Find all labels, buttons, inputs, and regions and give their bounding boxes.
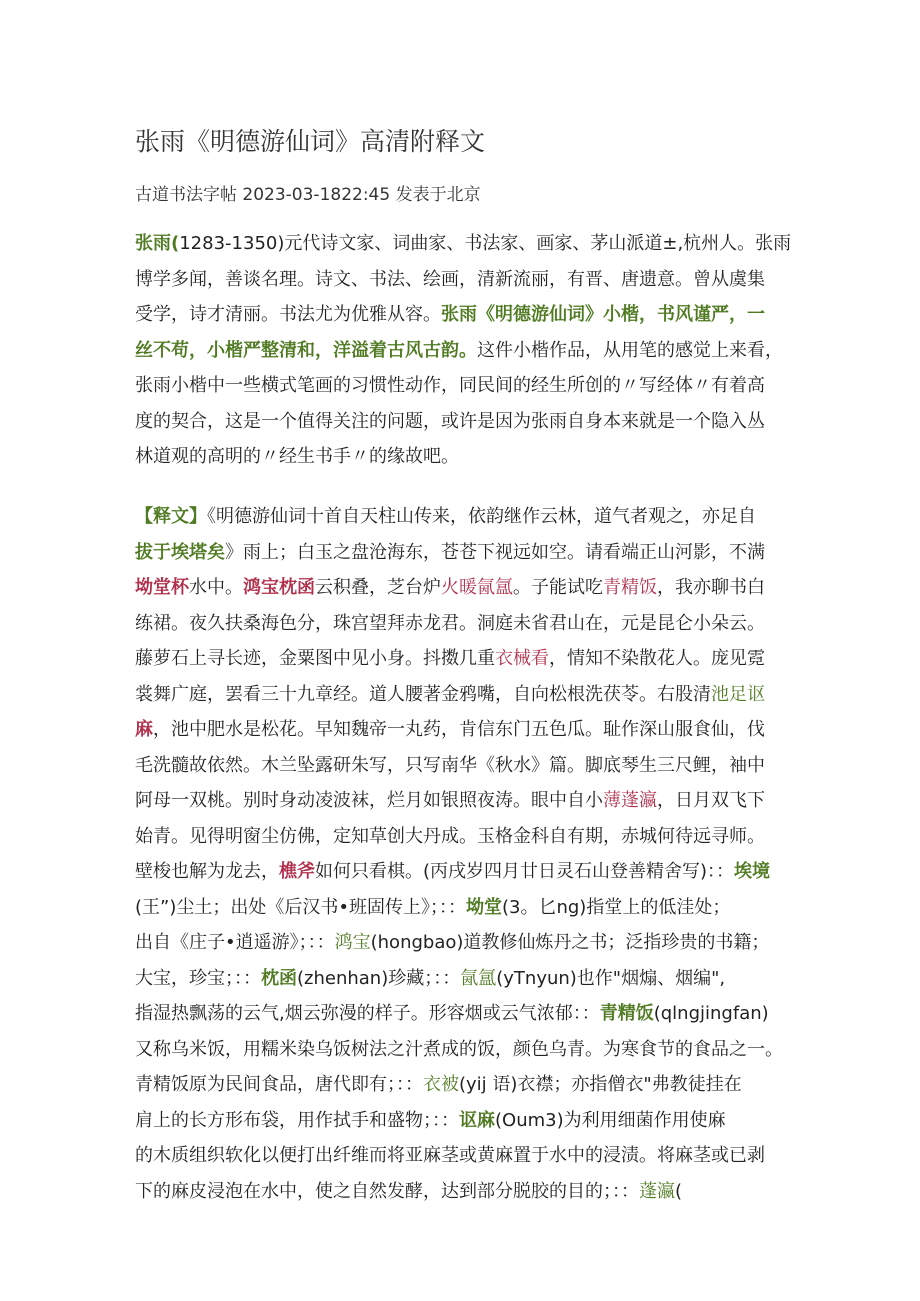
translation-line bbox=[135, 606, 783, 642]
translation-line bbox=[135, 748, 783, 784]
text-run: 又称乌米饭，用糯米染乌饭树法之汁煮成的饭，颜色乌青。为寒食节的食品之一。 bbox=[135, 1038, 783, 1060]
translation-line bbox=[135, 677, 783, 713]
text-run: 壁梭也解为龙去， bbox=[135, 861, 279, 882]
text-run: (zhenhan)珍藏；：： bbox=[297, 967, 461, 989]
text-run: (qlngjingfan) bbox=[653, 1003, 769, 1024]
translation-line bbox=[135, 1103, 783, 1139]
translation-line bbox=[135, 854, 783, 890]
text-run: 如何只看棋。(丙戌岁四月廿日灵石山登善精舍写)：： bbox=[315, 861, 735, 882]
text-run: 肩上的长方形布袋，用作拭手和盛物；：： bbox=[135, 1109, 459, 1131]
highlight-term: 埃境 bbox=[734, 861, 771, 882]
highlight-term: 【释文】 bbox=[135, 506, 207, 527]
translation-line bbox=[135, 996, 783, 1032]
translation-line bbox=[135, 1067, 783, 1103]
text-run: (yij 语)衣襟；亦指僧衣"弗教徒挂在 bbox=[459, 1074, 742, 1095]
translation-line bbox=[135, 570, 783, 606]
highlight-term: 蓬瀛 bbox=[639, 1180, 675, 1202]
text-run: 《明德游仙词十首自天柱山传来，依韵继作云林，道气者观之，亦足自 bbox=[207, 506, 756, 527]
text-run: 1283-1350)元代诗文家、词曲家、书法家、画家、茅山派道±,杭州人。张雨 bbox=[179, 233, 792, 254]
text-run: ( bbox=[675, 1180, 683, 1202]
intro-line bbox=[135, 262, 791, 298]
highlight-term: 樵斧 bbox=[279, 861, 315, 882]
text-run: 藤萝石上寻长迹，金粟图中见小身。抖擞几重 bbox=[135, 648, 495, 669]
translation-line bbox=[135, 1174, 783, 1210]
highlight-term: 池足讴 bbox=[711, 683, 765, 705]
highlight-term: 麻 bbox=[135, 719, 153, 740]
text-run: 毛洗髓故依然。木兰坠露研朱写，只写南华《秋水》篇。脚底琴生三尺鲤，袖中 bbox=[135, 754, 765, 776]
text-run: 云积叠，芝台炉 bbox=[315, 577, 441, 598]
translation-line bbox=[135, 783, 783, 819]
highlight-term: 张雨( bbox=[135, 233, 180, 254]
text-run: (yTnyun)也作"烟煽、烟编", bbox=[496, 967, 726, 989]
translation-line bbox=[135, 819, 783, 855]
text-run: 指湿热飘荡的云气,烟云弥漫的样子。形容烟或云气浓郁：： bbox=[135, 1003, 600, 1024]
highlight-term: 青精饭 bbox=[603, 577, 657, 598]
intro-line bbox=[135, 439, 791, 475]
text-run: 度的契合，这是一个值得关注的问题，或许是因为张雨自身本来就是一个隐入丛 bbox=[135, 410, 765, 432]
text-run: 受学，诗才清丽。书法尤为优雅从容。 bbox=[135, 304, 441, 325]
translation-line bbox=[135, 499, 783, 535]
translation-line bbox=[135, 961, 783, 997]
translation-line bbox=[135, 1032, 783, 1068]
highlight-term: 火暖氤氲 bbox=[441, 577, 513, 598]
highlight-term: 鸿宝 bbox=[334, 932, 371, 953]
text-run: ，池中肥水是松花。早知魏帝一丸药，肯信东门五色瓜。耻作深山服食仙，伐 bbox=[153, 719, 765, 740]
text-run: 林道观的高明的〃经生书手〃的缘故吧。 bbox=[135, 446, 459, 467]
highlight-term: 薄蓬瀛 bbox=[603, 790, 657, 811]
highlight-term: 衣械看 bbox=[495, 648, 549, 669]
translation-line bbox=[135, 925, 783, 961]
text-run: 青精饭原为民间食品，唐代即有；：： bbox=[135, 1074, 423, 1095]
text-run: 练裙。夜久扶桑海色分，珠宫望拜赤龙君。洞庭未省君山在，元是昆仑小朵云。 bbox=[135, 612, 765, 634]
text-run: 》雨上；白玉之盘沧海东，苍苍下视远如空。请看端正山河影，不满 bbox=[225, 541, 765, 563]
translation-line bbox=[135, 712, 783, 748]
highlight-term: 氤氲 bbox=[460, 967, 497, 989]
text-run: ，我亦聊书白 bbox=[657, 577, 765, 598]
text-run: (王”)尘土；出处《后汉书•班固传上》；：： bbox=[135, 896, 466, 918]
text-run: 张雨小楷中一些横式笔画的习惯性动作，同民间的经生所创的〃写经体〃有着高 bbox=[135, 375, 765, 396]
text-run: (Oum3)为利用细菌作用使麻 bbox=[495, 1109, 726, 1131]
highlight-term: 讴麻 bbox=[459, 1109, 495, 1131]
text-run: 始青。见得明窗尘仿佛，定知草创大丹成。玉格金科自有期，赤城何待远寻师。 bbox=[135, 825, 765, 847]
highlight-term: 坳堂杯 bbox=[135, 577, 189, 598]
intro-line bbox=[135, 226, 791, 262]
translation-line bbox=[135, 890, 783, 926]
intro-line bbox=[135, 297, 791, 333]
translation-line bbox=[135, 1138, 783, 1174]
text-run: 下的麻皮浸泡在水中，使之自然发酵，达到部分脱胶的目的；：： bbox=[135, 1180, 639, 1202]
text-run: 。子能试吃 bbox=[513, 577, 603, 598]
translation-paragraph bbox=[135, 499, 783, 1209]
intro-line bbox=[135, 368, 791, 404]
highlight-term: 张雨《明德游仙词》小楷，书风谨严，一 bbox=[441, 304, 765, 325]
text-run: 裳舞广庭，罢看三十九章经。道人腰著金鸦嘴，自向松根洗茯苓。右股清 bbox=[135, 683, 711, 705]
intro-line bbox=[135, 333, 791, 369]
text-run: 大宝，珍宝；：： bbox=[135, 967, 261, 989]
text-run: 阿母一双桃。别时身动凌波袜，烂月如银照夜涛。眼中自小 bbox=[135, 790, 603, 811]
translation-line bbox=[135, 535, 783, 571]
text-run: ，日月双飞下 bbox=[657, 790, 765, 811]
text-run: ，情知不染散花人。庞见霓 bbox=[549, 648, 765, 669]
text-run: 水中。 bbox=[189, 577, 243, 598]
post-meta: 古道书法字帖 2023-03-1822:45 发表于北京 bbox=[135, 185, 481, 205]
highlight-term: 坳堂 bbox=[466, 896, 502, 918]
translation-line bbox=[135, 641, 783, 677]
text-run: (3。匕ng)指堂上的低洼处； bbox=[502, 896, 731, 918]
highlight-term: 鸿宝枕函 bbox=[243, 577, 315, 598]
text-run: (hongbao)道教修仙炼丹之书；泛指珍贵的书籍； bbox=[370, 932, 770, 953]
intro-paragraph bbox=[135, 226, 791, 475]
highlight-term: 拔于埃塔矣 bbox=[135, 541, 225, 563]
text-run: 这件小楷作品，从用笔的感觉上来看， bbox=[477, 339, 783, 361]
text-run: 的木质组织软化以便打出纤维而将亚麻茎或黄麻置于水中的浸渍。将麻茎或已剥 bbox=[135, 1145, 765, 1166]
page-title: 张雨《明德游仙词》高清附释文 bbox=[135, 127, 486, 156]
highlight-term: 枕函 bbox=[261, 967, 297, 989]
text-run: 出自《庄子•逍遥游》；：： bbox=[135, 932, 335, 953]
highlight-term: 丝不苟，小楷严整清和，洋溢着古风古韵。 bbox=[135, 339, 477, 361]
text-run: 博学多闻，善谈名理。诗文、书法、绘画，清新流丽，有晋、唐遗意。曾从虞集 bbox=[135, 268, 765, 290]
highlight-term: 青精饭 bbox=[599, 1003, 654, 1024]
highlight-term: 衣被 bbox=[423, 1074, 459, 1095]
intro-line bbox=[135, 404, 791, 440]
